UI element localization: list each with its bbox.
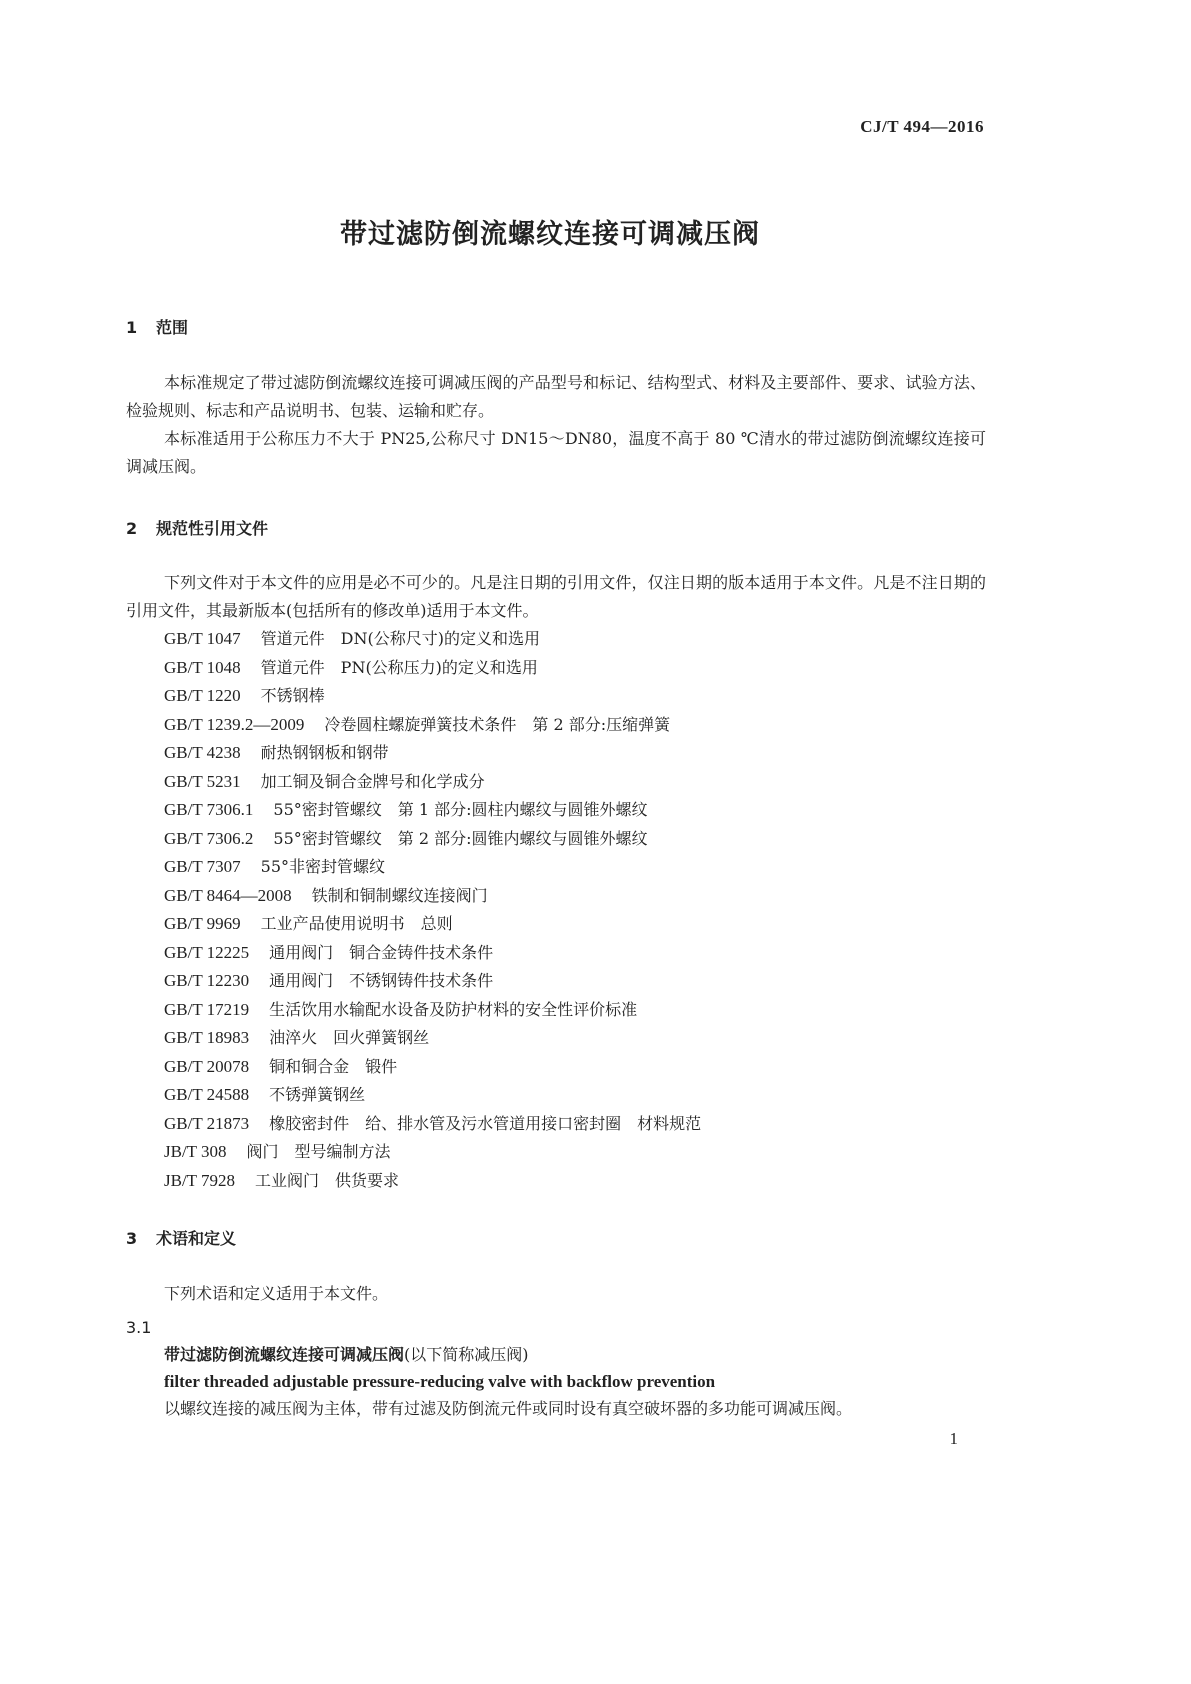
reference-item (164, 967, 701, 996)
reference-list (164, 625, 701, 1195)
reference-item (164, 910, 701, 939)
reference-title: 不锈钢棒 (260, 686, 325, 705)
reference-code: GB/T 5231 (164, 771, 241, 791)
document-id: CJ/T 494—2016 (860, 117, 984, 136)
reference-code: GB/T 1239.2—2009 (164, 714, 305, 734)
reference-code: JB/T 7928 (164, 1170, 236, 1190)
reference-item (164, 1024, 701, 1053)
reference-code: GB/T 20078 (164, 1056, 250, 1076)
reference-title: 55°非密封管螺纹 (260, 857, 386, 876)
section-1-heading (126, 315, 188, 338)
reference-title: 耐热钢钢板和钢带 (260, 743, 389, 762)
reference-item (164, 796, 701, 825)
term-definition: 以螺纹连接的减压阀为主体，带有过滤及防倒流元件或同时设有真空破坏器的多功能可调减压阀。 (164, 1399, 853, 1418)
section-title: 规范性引用文件 (156, 519, 269, 538)
reference-item (164, 996, 701, 1025)
reference-code: GB/T 1220 (164, 686, 241, 705)
reference-item (164, 739, 701, 768)
reference-code: GB/T 8464—2008 (164, 885, 292, 905)
reference-title: 通用阀门 不锈钢铸件技术条件 (269, 971, 494, 990)
section-number: 2 (126, 519, 138, 538)
reference-title: 通用阀门 铜合金铸件技术条件 (269, 942, 494, 962)
reference-title: 55°密封管螺纹 第 2 部分:圆锥内螺纹与圆锥外螺纹 (273, 828, 648, 848)
reference-item (164, 853, 701, 882)
reference-code: JB/T 308 (164, 1142, 227, 1161)
terms-intro: 下列术语和定义适用于本文件。 (164, 1284, 389, 1303)
reference-title: 不锈弹簧钢丝 (269, 1085, 366, 1104)
section-2-heading (126, 516, 268, 539)
reference-title: 工业产品使用说明书 总则 (260, 914, 453, 933)
page-number: 1 (949, 1429, 958, 1448)
reference-code: GB/T 12230 (164, 971, 250, 990)
reference-code: GB/T 4238 (164, 743, 241, 762)
reference-title: 管道元件 DN(公称尺寸)的定义和选用 (260, 629, 540, 648)
normative-refs-intro: 下列文件对于本文件的应用是必不可少的。凡是注日期的引用文件，仅注日期的版本适用于本文件。凡是不注日期的引用文件，其最新版本(包括所有的修改单)适用于本文件。 (126, 573, 986, 620)
reference-code: GB/T 7306.2 (164, 828, 254, 848)
reference-title: 55°密封管螺纹 第 1 部分:圆柱内螺纹与圆锥外螺纹 (273, 800, 648, 819)
reference-code: GB/T 7307 (164, 857, 241, 876)
scope-paragraph-2: 本标准适用于公称压力不大于 PN25,公称尺寸 DN15～DN80，温度不高于 80 ℃清水的带过滤防倒流螺纹连接可调减压阀。 (126, 429, 986, 476)
term-english: filter threaded adjustable pressure-reducing valve with backflow prevention (164, 1372, 716, 1391)
reference-title: 铁制和铜制螺纹连接阀门 (311, 885, 488, 905)
reference-item (164, 1138, 701, 1167)
section-title: 术语和定义 (156, 1229, 237, 1248)
reference-item (164, 711, 701, 740)
reference-item (164, 882, 701, 911)
scope-paragraph-1: 本标准规定了带过滤防倒流螺纹连接可调减压阀的产品型号和标记、结构型式、材料及主要部件、要求、试验方法、检验规则、标志和产品说明书、包装、运输和贮存。 (126, 373, 986, 420)
reference-code: GB/T 24588 (164, 1085, 250, 1104)
document-title: 带过滤防倒流螺纹连接可调减压阀 (340, 219, 760, 250)
reference-code: GB/T 7306.1 (164, 800, 254, 819)
reference-code: GB/T 9969 (164, 914, 241, 933)
reference-title: 橡胶密封件 给、排水管及污水管道用接口密封圈 材料规范 (269, 1113, 702, 1133)
reference-code: GB/T 1048 (164, 657, 241, 677)
reference-title: 冷卷圆柱螺旋弹簧技术条件 第 2 部分:压缩弹簧 (324, 714, 671, 734)
reference-code: GB/T 12225 (164, 942, 250, 962)
reference-item (164, 939, 701, 968)
reference-title: 铜和铜合金 锻件 (269, 1056, 398, 1076)
reference-item (164, 1053, 701, 1082)
reference-code: GB/T 17219 (164, 999, 250, 1019)
reference-title: 工业阀门 供货要求 (255, 1170, 400, 1190)
section-title: 范围 (156, 318, 189, 337)
reference-item (164, 1110, 701, 1139)
term-chinese (164, 1342, 529, 1368)
reference-item (164, 625, 701, 654)
reference-title: 阀门 型号编制方法 (246, 1142, 391, 1161)
reference-code: GB/T 1047 (164, 629, 241, 648)
term-name: 带过滤防倒流螺纹连接可调减压阀 (164, 1345, 405, 1364)
reference-title: 油淬火 回火弹簧钢丝 (269, 1028, 430, 1047)
reference-item (164, 682, 701, 711)
reference-item (164, 768, 701, 797)
reference-code: GB/T 18983 (164, 1028, 250, 1047)
section-3-heading (126, 1226, 236, 1249)
section-number: 3 (126, 1229, 138, 1248)
reference-code: GB/T 21873 (164, 1113, 250, 1133)
reference-item (164, 1081, 701, 1110)
reference-item (164, 654, 701, 683)
section-number: 1 (126, 318, 138, 337)
term-number: 3.1 (126, 1318, 152, 1337)
reference-item (164, 825, 701, 854)
reference-title: 生活饮用水输配水设备及防护材料的安全性评价标准 (269, 999, 638, 1019)
term-note: (以下简称减压阀) (404, 1345, 529, 1364)
reference-title: 加工铜及铜合金牌号和化学成分 (260, 771, 485, 791)
reference-item (164, 1167, 701, 1196)
reference-title: 管道元件 PN(公称压力)的定义和选用 (260, 657, 538, 677)
